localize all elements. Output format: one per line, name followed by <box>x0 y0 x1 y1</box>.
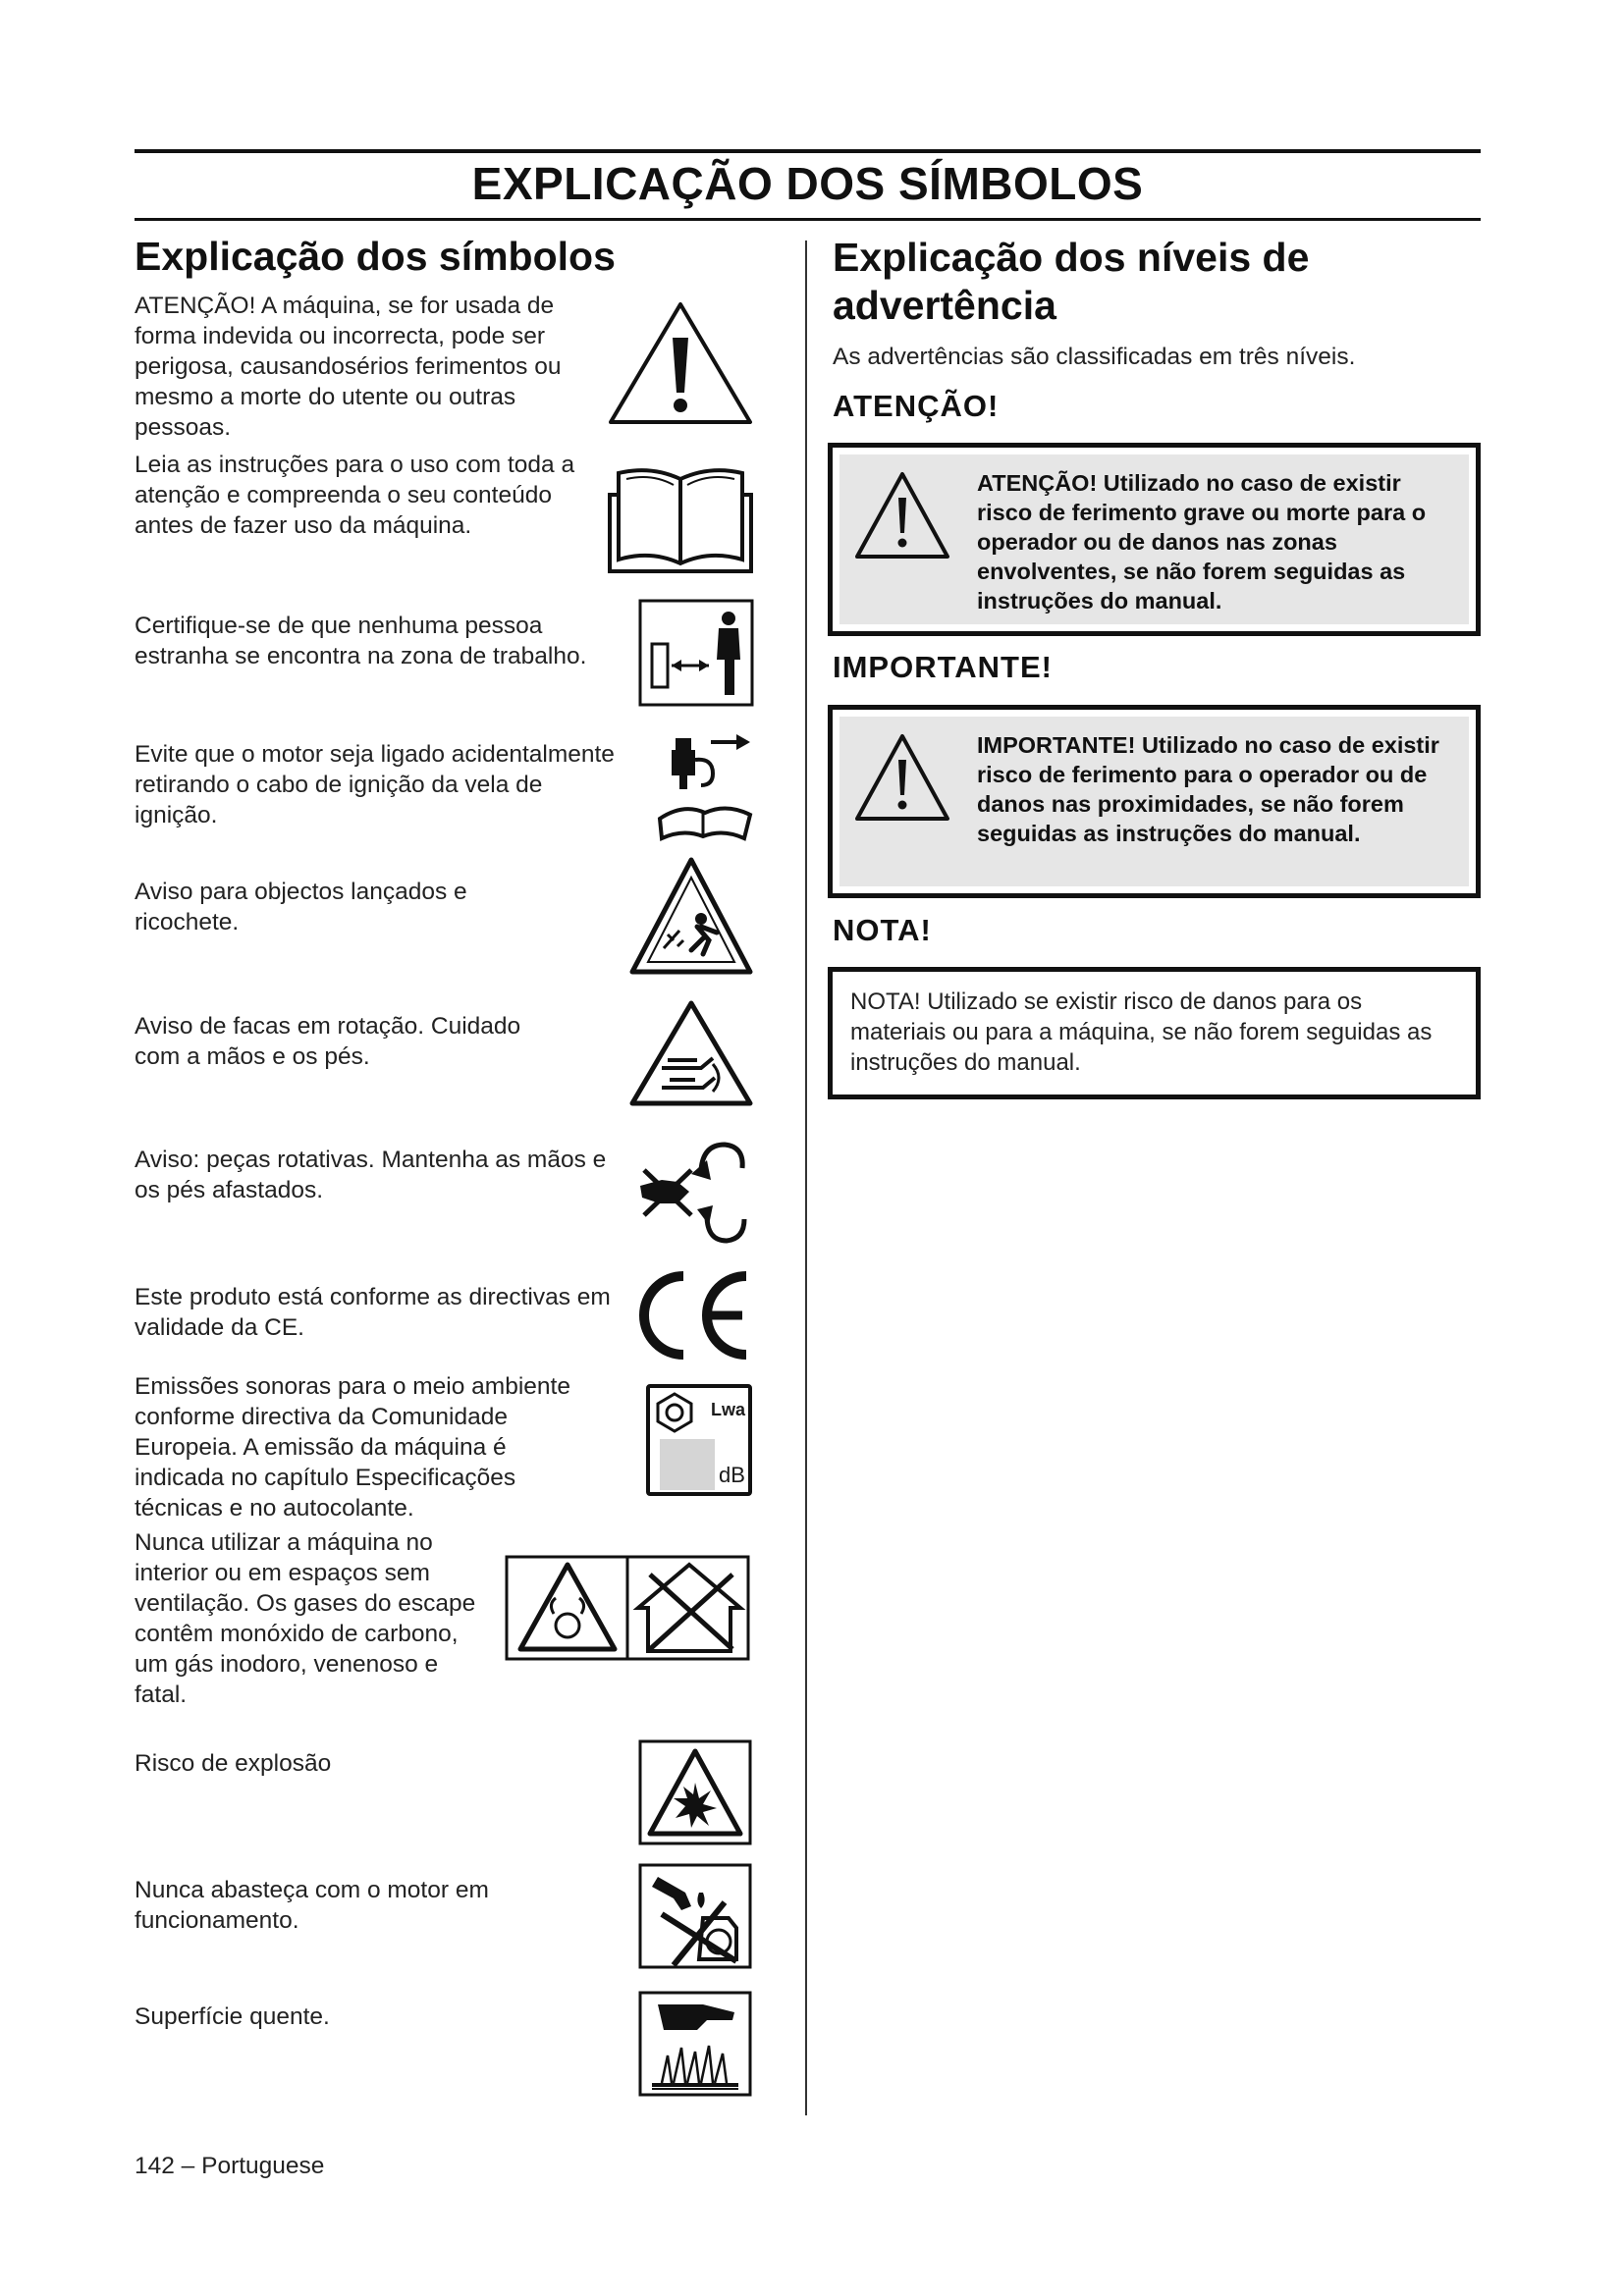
heading-nota: NOTA! <box>833 913 932 947</box>
heading-atencao: ATENÇÃO! <box>833 389 1000 423</box>
symbol-text-distance: Certifique-se de que nenhuma pessoa estranha se encontra na zona de trabalho. <box>135 613 587 669</box>
warning-box-atencao <box>828 443 1481 636</box>
noise-db-label: dB <box>719 1463 745 1487</box>
column-divider <box>805 240 807 2115</box>
symbol-text-manual: Leia as instruções para o uso com toda a atenção e compreenda o seu conteúdo antes de fazer uso da máquina. <box>135 452 575 539</box>
warning-box-atencao-text: ATENÇÃO! Utilizado no caso de existir risco de ferimento grave ou morte para o operador ou de danos nas zonas envolventes, se não forem seguidas as instruções do manual. <box>977 470 1427 614</box>
symbol-text-ce: Este produto está conforme as directivas em validade da CE. <box>135 1284 611 1341</box>
warning-box-importante-inner <box>839 717 1469 886</box>
warning-levels-intro: As advertências são classificadas em três níveis. <box>833 344 1356 370</box>
open-manual-icon <box>607 465 754 575</box>
right-section-title: Explicação dos níveis de advertência <box>833 235 1310 328</box>
header-bottom-rule <box>135 218 1481 221</box>
warning-exclamation-icon <box>607 300 754 426</box>
warning-triangle-icon <box>853 732 951 828</box>
symbol-text-explosion: Risco de explosão <box>135 1750 332 1777</box>
noise-lwa-label: Lwa <box>711 1400 746 1419</box>
warning-box-importante-text: IMPORTANTE! Utilizado no caso de existir risco de ferimento para o operador ou de danos nas proximidades, se não forem seguidas as instruções do manual. <box>977 732 1439 846</box>
rotating-parts-icon <box>634 1131 748 1253</box>
no-indoor-use-icon <box>505 1555 750 1661</box>
explosion-risk-icon <box>638 1739 752 1845</box>
symbol-text-thrown-objects: Aviso para objectos lançados e ricochete. <box>135 879 467 935</box>
symbol-text-spark-plug: Evite que o motor seja ligado acidentalmente retirando o cabo de ignição da vela de ignição. <box>135 741 615 828</box>
no-refuel-running-icon <box>638 1863 752 1969</box>
note-box-nota-text: NOTA! Utilizado se existir risco de danos para os materiais ou para a máquina, se não forem seguidas as instruções do manual. <box>850 988 1433 1076</box>
symbol-text-refuel: Nunca abasteça com o motor em funcionamento. <box>135 1877 489 1934</box>
warning-box-importante <box>828 705 1481 898</box>
symbol-text-warning: ATENÇÃO! A máquina, se for usada de forma indevida ou incorrecta, pode ser perigosa, causandosérios ferimentos ou mesmo a morte do utente ou outras pessoas. <box>135 293 562 441</box>
noise-emission-icon <box>646 1384 752 1496</box>
symbol-text-rotating-parts: Aviso: peças rotativas. Mantenha as mãos e os pés afastados. <box>135 1147 607 1203</box>
keep-distance-icon <box>638 599 754 707</box>
page-title: EXPLICAÇÃO DOS SÍMBOLOS <box>471 158 1144 209</box>
symbol-text-no-indoor: Nunca utilizar a máquina no interior ou em espaços sem ventilação. Os gases do escape contêm monóxido de carbono, um gás inodoro, venenoso e fatal. <box>135 1529 476 1708</box>
symbol-text-hot-surface: Superfície quente. <box>135 2003 330 2030</box>
hot-surface-icon <box>638 1991 752 2097</box>
heading-importante: IMPORTANTE! <box>833 650 1053 684</box>
thrown-objects-icon <box>628 856 754 978</box>
note-box-nota <box>828 967 1481 1099</box>
left-section-title: Explicação dos símbolos <box>135 234 616 279</box>
remove-spark-plug-icon <box>654 724 756 842</box>
symbol-text-rotating-blades: Aviso de facas em rotação. Cuidado com a mãos e os pés. <box>135 1013 521 1070</box>
warning-box-atencao-inner <box>839 454 1469 624</box>
page-footer: 142 – Portuguese <box>135 2153 325 2179</box>
symbol-text-noise: Emissões sonoras para o meio ambiente conforme directiva da Comunidade Europeia. A emissão da máquina é indicada no capítulo Especificações técnicas e no autocolante. <box>135 1373 570 1522</box>
noise-level-box <box>660 1439 715 1490</box>
warning-triangle-icon <box>853 470 951 565</box>
ce-mark-icon <box>626 1266 754 1364</box>
rotating-blades-icon <box>628 999 754 1107</box>
header-top-rule <box>135 149 1481 153</box>
